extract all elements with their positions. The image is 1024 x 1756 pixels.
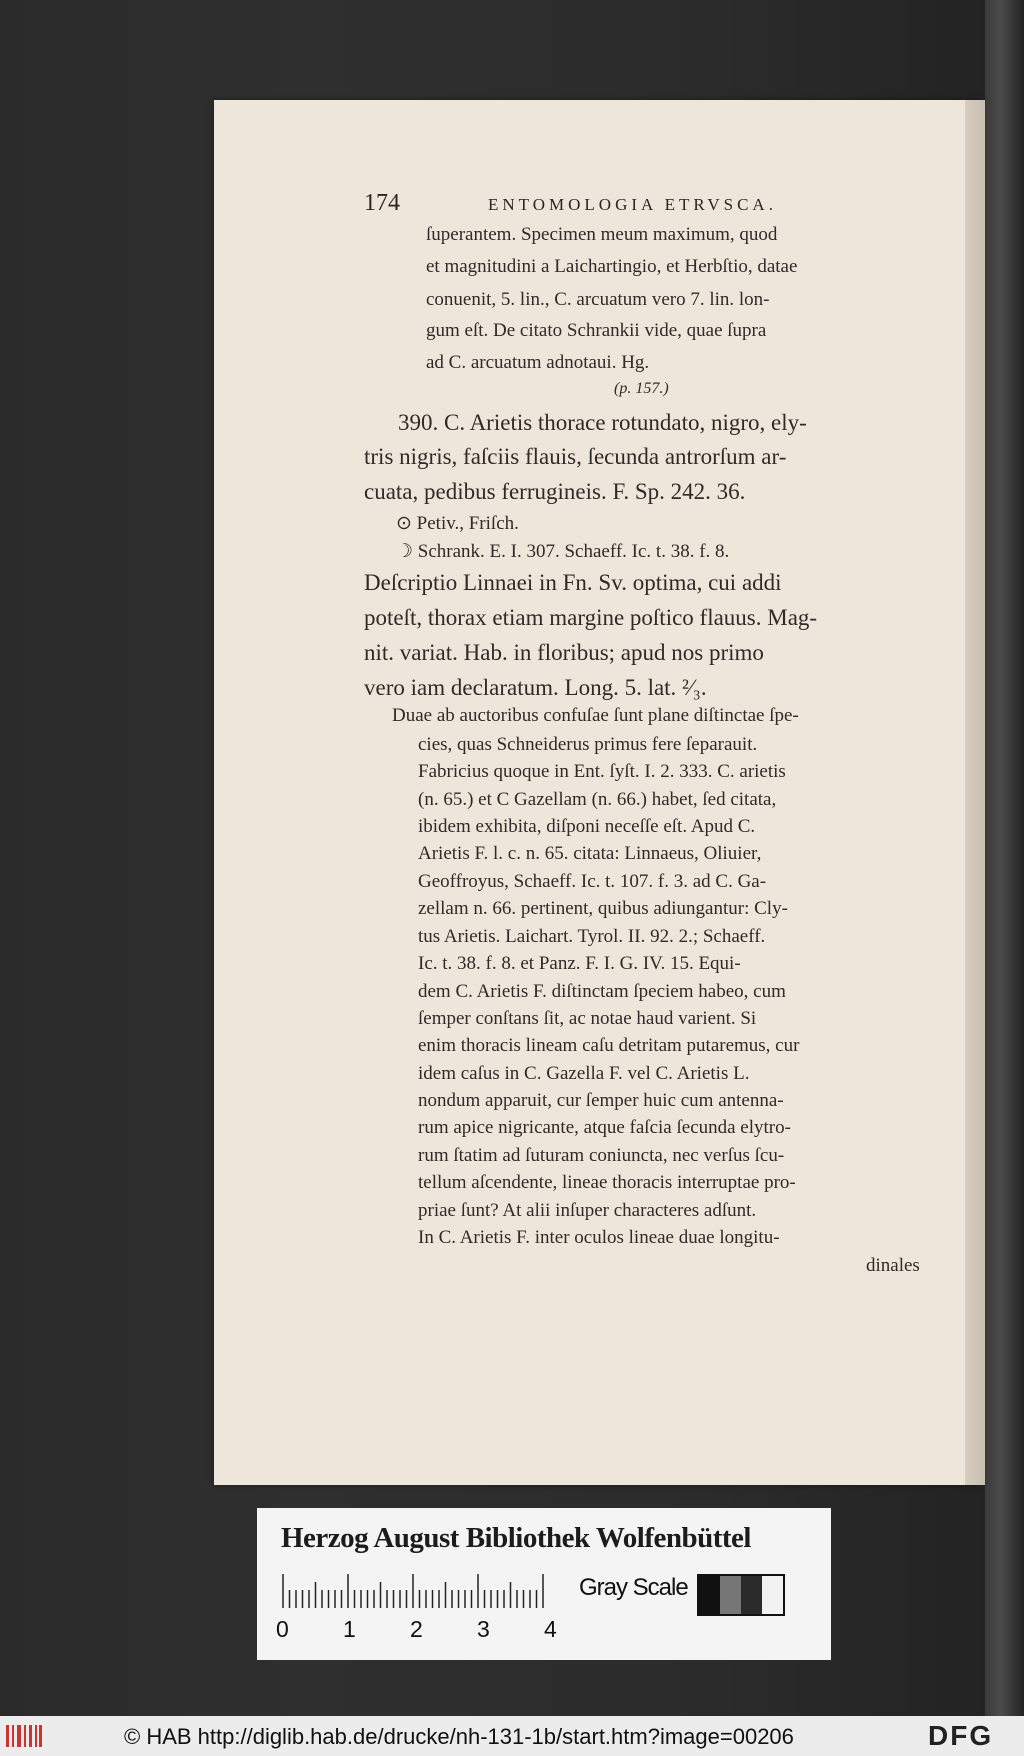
barcode-icon [4,1722,44,1750]
text-line: poteſt, thorax etiam margine poſtico flauus. Mag- [364,605,818,630]
text-line: cuata, pedibus ferrugineis. F. Sp. 242. 36. [364,479,746,504]
text-line: enim thoracis lineam caſu detritam putaremus, cur [418,1035,800,1056]
gray-swatch [720,1576,741,1614]
text-line: tellum aſcendente, lineae thoracis interruptae pro- [418,1172,796,1193]
ruler-label: 0 [276,1616,289,1642]
text-line: (p. 157.) [614,380,669,397]
text-line: priae ſunt? At alii inſuper characteres adſunt. [418,1200,757,1221]
text-line: rum ſtatim ad ſuturam coniuncta, nec verſus ſcu- [418,1145,785,1166]
gray-scale-bar [697,1574,785,1616]
gray-swatch [741,1576,762,1614]
gray-scale-label: Gray Scale [579,1574,688,1601]
text-line: nit. variat. Hab. in floribus; apud nos primo [364,640,764,665]
library-name: Herzog August Bibliothek Wolfenbüttel [281,1522,751,1554]
text-line: Deſcriptio Linnaei in Fn. Sv. optima, cui addi [364,570,782,595]
text-line: zellam n. 66. pertinent, quibus adiungantur: Cly- [418,898,788,919]
viewer-footer [0,1716,1024,1756]
text-line: ☽ Schrank. E. I. 307. Schaeff. Ic. t. 38. f. 8. [396,541,730,562]
text-line: dinales [866,1255,920,1276]
text-line: ⊙ Petiv., Friſch. [396,513,519,534]
text-line: ibidem exhibita, diſponi neceſſe eſt. Apud C. [418,816,756,837]
ruler-label: 2 [410,1616,423,1642]
ruler-label: 1 [343,1616,356,1642]
text-line: gum eſt. De citato Schrankii vide, quae ſupra [426,320,767,341]
text-line: tris nigris, faſciis flauis, ſecunda antrorſum ar- [364,444,787,469]
text-line: Duae ab auctoribus confuſae ſunt plane diſtinctae ſpe- [392,705,799,726]
running-head: ENTOMOLOGIA ETRVSCA. [488,195,777,214]
page-header [364,190,834,218]
text-line: Ic. t. 38. f. 8. et Panz. F. I. G. IV. 15. Equi- [418,953,741,974]
text-line: (n. 65.) et C Gazellam (n. 66.) habet, ſed citata, [418,789,777,810]
gray-swatch [699,1576,720,1614]
text-line: rum apice nigricante, atque faſcia ſecunda elytro- [418,1117,791,1138]
book-spine [985,0,1024,1716]
text-line: vero iam declaratum. Long. 5. lat. ²⁄₃. [364,675,707,700]
text-line: tus Arietis. Laichart. Tyrol. II. 92. 2.; Schaeff. [418,926,766,947]
source-url[interactable]: © HAB http://diglib.hab.de/drucke/nh-131-1b/start.htm?image=00206 [124,1724,794,1749]
text-line: Geoffroyus, Schaeff. Ic. t. 107. f. 3. ad C. Ga- [418,871,767,892]
text-line: Fabricius quoque in Ent. ſyſt. I. 2. 333. C. arietis [418,761,786,782]
dfg-logo: DFG [928,1720,994,1751]
text-line: conuenit, 5. lin., C. arcuatum vero 7. lin. lon- [426,289,770,310]
ruler-label: 4 [544,1616,557,1642]
page-edge [965,100,985,1485]
text-line: In C. Arietis F. inter oculos lineae duae longitu- [418,1227,780,1248]
gray-swatch [762,1576,783,1614]
ruler-scale [281,1574,551,1608]
text-line: ſuperantem. Specimen meum maximum, quod [426,224,778,245]
text-line: ſemper conſtans ſit, ac notae haud varient. Si [418,1008,757,1029]
text-line: idem caſus in C. Gazella F. vel C. Arietis L. [418,1063,750,1084]
text-line: dem C. Arietis F. diſtinctam ſpeciem habeo, cum [418,981,786,1002]
text-line: ad C. arcuatum adnotaui. Hg. [426,352,650,373]
text-line: et magnitudini a Laichartingio, et Herbſtio, datae [426,256,798,277]
text-line: 390. C. Arietis thorace rotundato, nigro, ely- [398,410,807,435]
text-line: nondum apparuit, cur ſemper huic cum antenna- [418,1090,784,1111]
ruler-label: 3 [477,1616,490,1642]
text-line: Arietis F. l. c. n. 65. citata: Linnaeus, Oliuier, [418,843,762,864]
page-number: 174 [364,190,400,216]
library-color-card [257,1508,831,1660]
text-line: cies, quas Schneiderus primus fere ſeparauit. [418,734,758,755]
